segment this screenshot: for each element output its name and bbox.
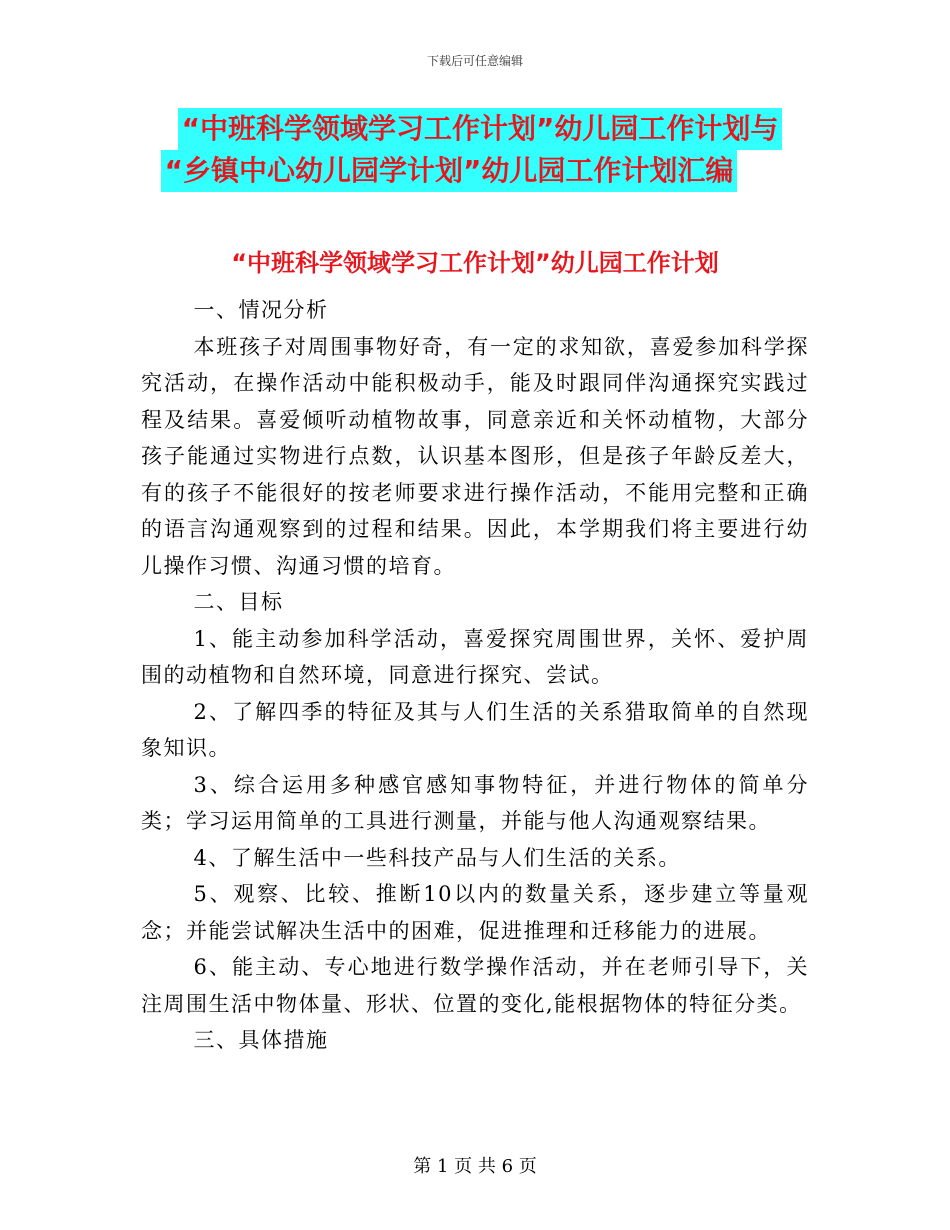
section-title: “中班科学领域学习工作计划”幼儿园工作计划 xyxy=(231,249,719,277)
goal-item-4: 4、了解生活中一些科技产品与人们生活的关系。 xyxy=(193,845,681,870)
heading-goals: 二、目标 xyxy=(193,590,284,614)
page-number-footer: 第 1 页 共 6 页 xyxy=(413,1156,537,1177)
goal-item-6: 6、能主动、专心地进行数学操作活动，并在老师引导下，关注周围生活中物体量、形状、位置的变化,能根据物体的特征分类。 xyxy=(141,955,809,1016)
document-title-line-2: “乡镇中心幼儿园学计划”幼儿园工作计划汇编 xyxy=(161,150,738,192)
header-note: 下载后可任意编辑 xyxy=(426,54,523,68)
heading-situation-analysis: 一、情况分析 xyxy=(193,298,329,322)
goal-item-2: 2、了解四季的特征及其与人们生活的关系猎取简单的自然现象知识。 xyxy=(141,699,809,760)
goal-item-1: 1、能主动参加科学活动，喜爱探究周围世界，关怀、爱护周围的动植物和自然环境，同意进行探究、尝试。 xyxy=(141,626,809,687)
goal-item-5: 5、观察、比较、推断10以内的数量关系，逐步建立等量观念；并能尝试解决生活中的困难，促进推理和迁移能力的进展。 xyxy=(141,882,809,943)
document-body xyxy=(141,292,809,1059)
document-title-line-1: “中班科学领域学习工作计划”幼儿园工作计划与 xyxy=(178,108,783,150)
heading-measures: 三、具体措施 xyxy=(193,1028,329,1052)
goal-item-3: 3、综合运用多种感官感知事物特征，并进行物体的简单分类；学习运用简单的工具进行测量，并能与他人沟通观察结果。 xyxy=(141,772,809,833)
paragraph-situation: 本班孩子对周围事物好奇，有一定的求知欲，喜爱参加科学探究活动，在操作活动中能积极动手，能及时跟同伴沟通探究实践过程及结果。喜爱倾听动植物故事，同意亲近和关怀动植物，大部分孩子能通过实物进行点数，认识基本图形，但是孩子年龄反差大，有的孩子不能很好的按老师要求进行操作活动，不能用完整和正确的语言沟通观察到的过程和结果。因此，本学期我们将主要进行幼儿操作习惯、沟通习惯的培育。 xyxy=(141,334,809,578)
document-title xyxy=(0,108,950,192)
